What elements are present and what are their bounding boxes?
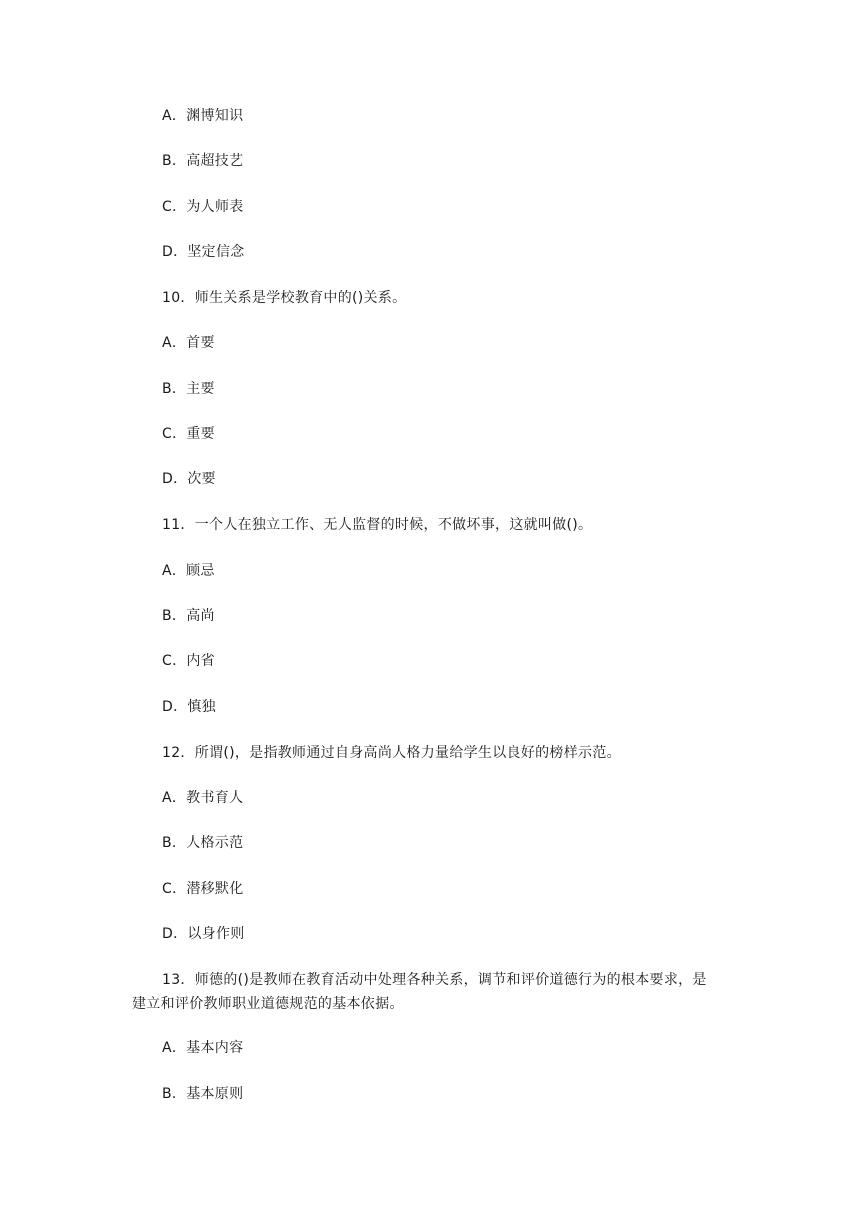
- q12-option-b: B．人格示范: [162, 835, 244, 851]
- q13-stem: [132, 968, 742, 1016]
- q9-option-b: B．高超技艺: [162, 153, 244, 169]
- q9-option-d: D．坚定信念: [162, 244, 245, 260]
- q9-option-a: A．渊博知识: [162, 108, 244, 124]
- q13-option-b: B．基本原则: [162, 1086, 244, 1102]
- q12-option-a: A．教书育人: [162, 790, 244, 806]
- q11-stem: 11．一个人在独立工作、无人监督的时候，不做坏事，这就叫做()。: [162, 517, 593, 533]
- q9-option-c: C．为人师表: [162, 199, 244, 215]
- q13-stem-line-1: 13．师德的()是教师在教育活动中处理各种关系，调节和评价道德行为的根本要求，是: [162, 972, 707, 988]
- q11-option-a: A．顾忌: [162, 563, 215, 579]
- q10-option-a: A．首要: [162, 335, 215, 351]
- q10-stem: 10．师生关系是学校教育中的()关系。: [162, 290, 407, 306]
- q12-stem: 12．所谓()，是指教师通过自身高尚人格力量给学生以良好的榜样示范。: [162, 745, 621, 761]
- q13-option-a: A．基本内容: [162, 1040, 244, 1056]
- q11-option-c: C．内省: [162, 653, 215, 669]
- q11-option-b: B．高尚: [162, 608, 215, 624]
- q12-option-d: D．以身作则: [162, 926, 245, 942]
- q13-stem-line-2: 建立和评价教师职业道德规范的基本依据。: [132, 996, 404, 1012]
- q10-option-b: B．主要: [162, 381, 215, 397]
- q12-option-c: C．潜移默化: [162, 881, 244, 897]
- q10-option-d: D．次要: [162, 471, 216, 487]
- q10-option-c: C．重要: [162, 426, 215, 442]
- q11-option-d: D．慎独: [162, 699, 216, 715]
